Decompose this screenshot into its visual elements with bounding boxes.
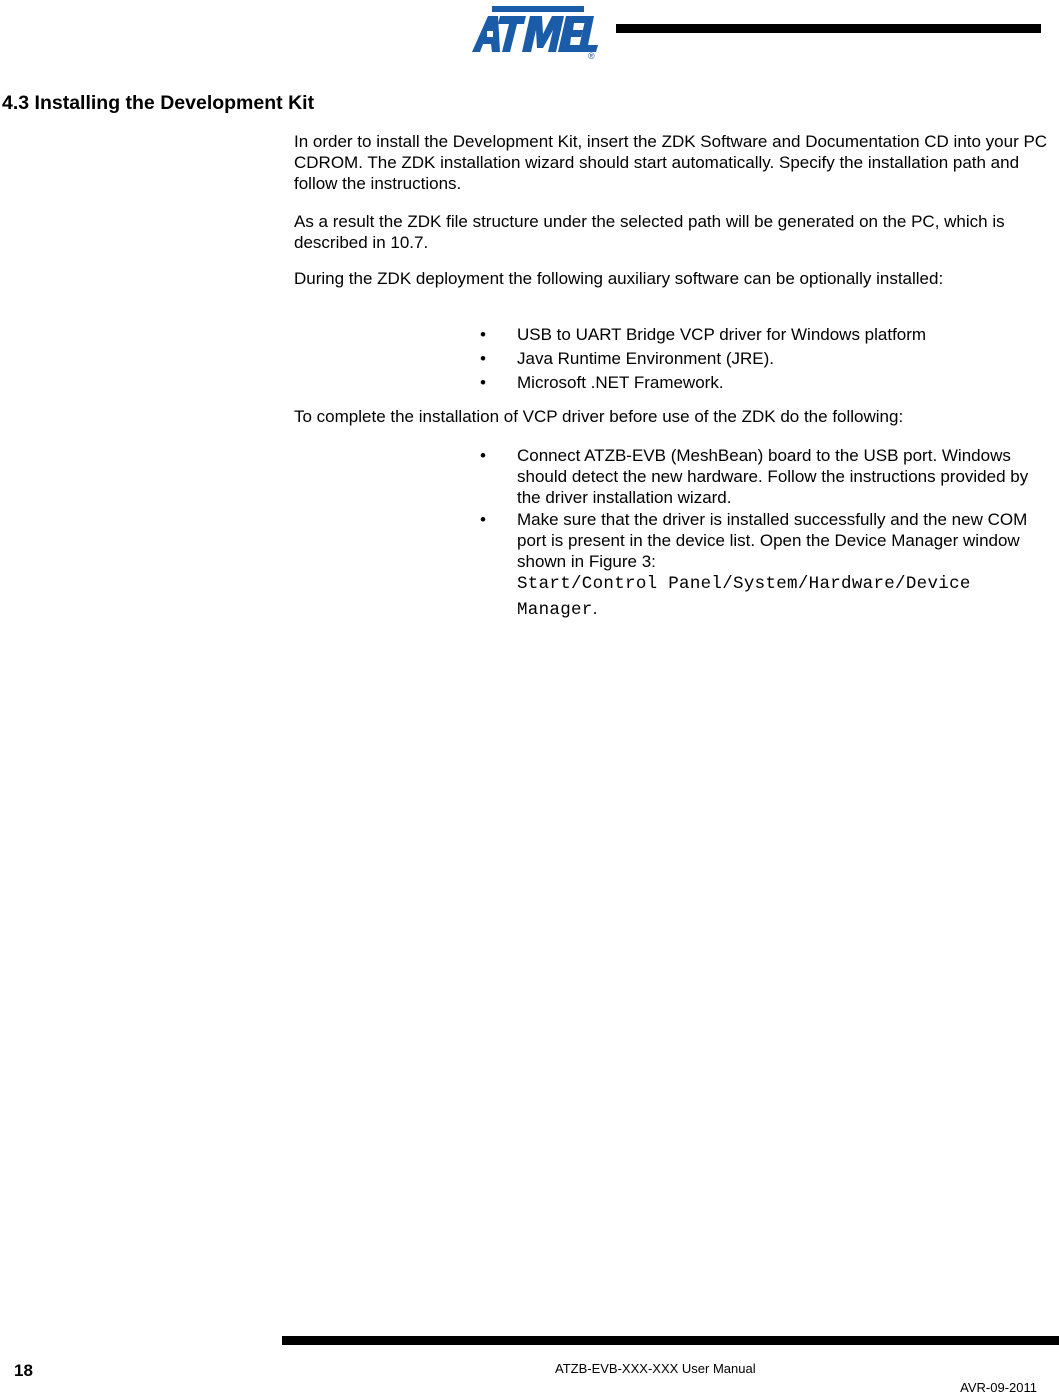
atmel-logo (470, 4, 600, 60)
list-item-text: Java Runtime Environment (JRE). (517, 349, 774, 368)
footer-manual-title: ATZB-EVB-XXX-XXX User Manual (555, 1361, 756, 1376)
registered-mark: ® (588, 51, 595, 60)
paragraph-auxiliary-software: During the ZDK deployment the following auxiliary software can be optionally installed: (294, 269, 944, 288)
path-line-2: Manager (517, 600, 593, 620)
vcp-steps-list (480, 445, 1050, 622)
list-item (480, 372, 1050, 393)
bullet-icon: • (480, 446, 486, 465)
list-item (480, 509, 1050, 622)
list-item (480, 348, 1050, 369)
section-title: 4.3 Installing the Development Kit (2, 92, 315, 114)
auxiliary-software-list (480, 324, 1050, 393)
list-item-text: USB to UART Bridge VCP driver for Windows platform (517, 325, 927, 344)
header-rule (616, 24, 1041, 33)
paragraph-install-cd: In order to install the Development Kit, insert the ZDK Software and Documentation CD into your PC CDROM. The ZDK installation wizard should start automatically. Specify the installation path and follow the instructions. (294, 132, 1048, 193)
paragraph-file-structure: As a result the ZDK file structure under the selected path will be generated on the PC, which is described in 10.7. (294, 212, 1005, 252)
bullet-icon: • (480, 510, 486, 529)
footer-rule (282, 1336, 1059, 1345)
list-item-text: Make sure that the driver is installed successfully and the new COM port is present in the device list. Open the Device Manager window shown in Figure 3: (517, 510, 1028, 571)
bullet-icon: • (480, 325, 486, 344)
page-number: 18 (14, 1361, 33, 1380)
bullet-icon: • (480, 373, 486, 392)
paragraph-vcp-driver: To complete the installation of VCP driver before use of the ZDK do the following: (294, 407, 904, 426)
list-item-text: Connect ATZB-EVB (MeshBean) board to the USB port. Windows should detect the new hardware. Follow the instructions provided by the driver installation wizard. (517, 446, 1029, 507)
path-line-1: Start/Control Panel/System/Hardware/Device (517, 574, 971, 594)
list-item (480, 445, 1050, 508)
list-item-text: Microsoft .NET Framework. (517, 373, 724, 392)
bullet-icon: • (480, 349, 486, 368)
path-end: . (592, 598, 598, 618)
list-item (480, 324, 1050, 345)
footer-doc-code: AVR-09-2011 (960, 1380, 1037, 1395)
device-manager-path (517, 572, 1050, 622)
